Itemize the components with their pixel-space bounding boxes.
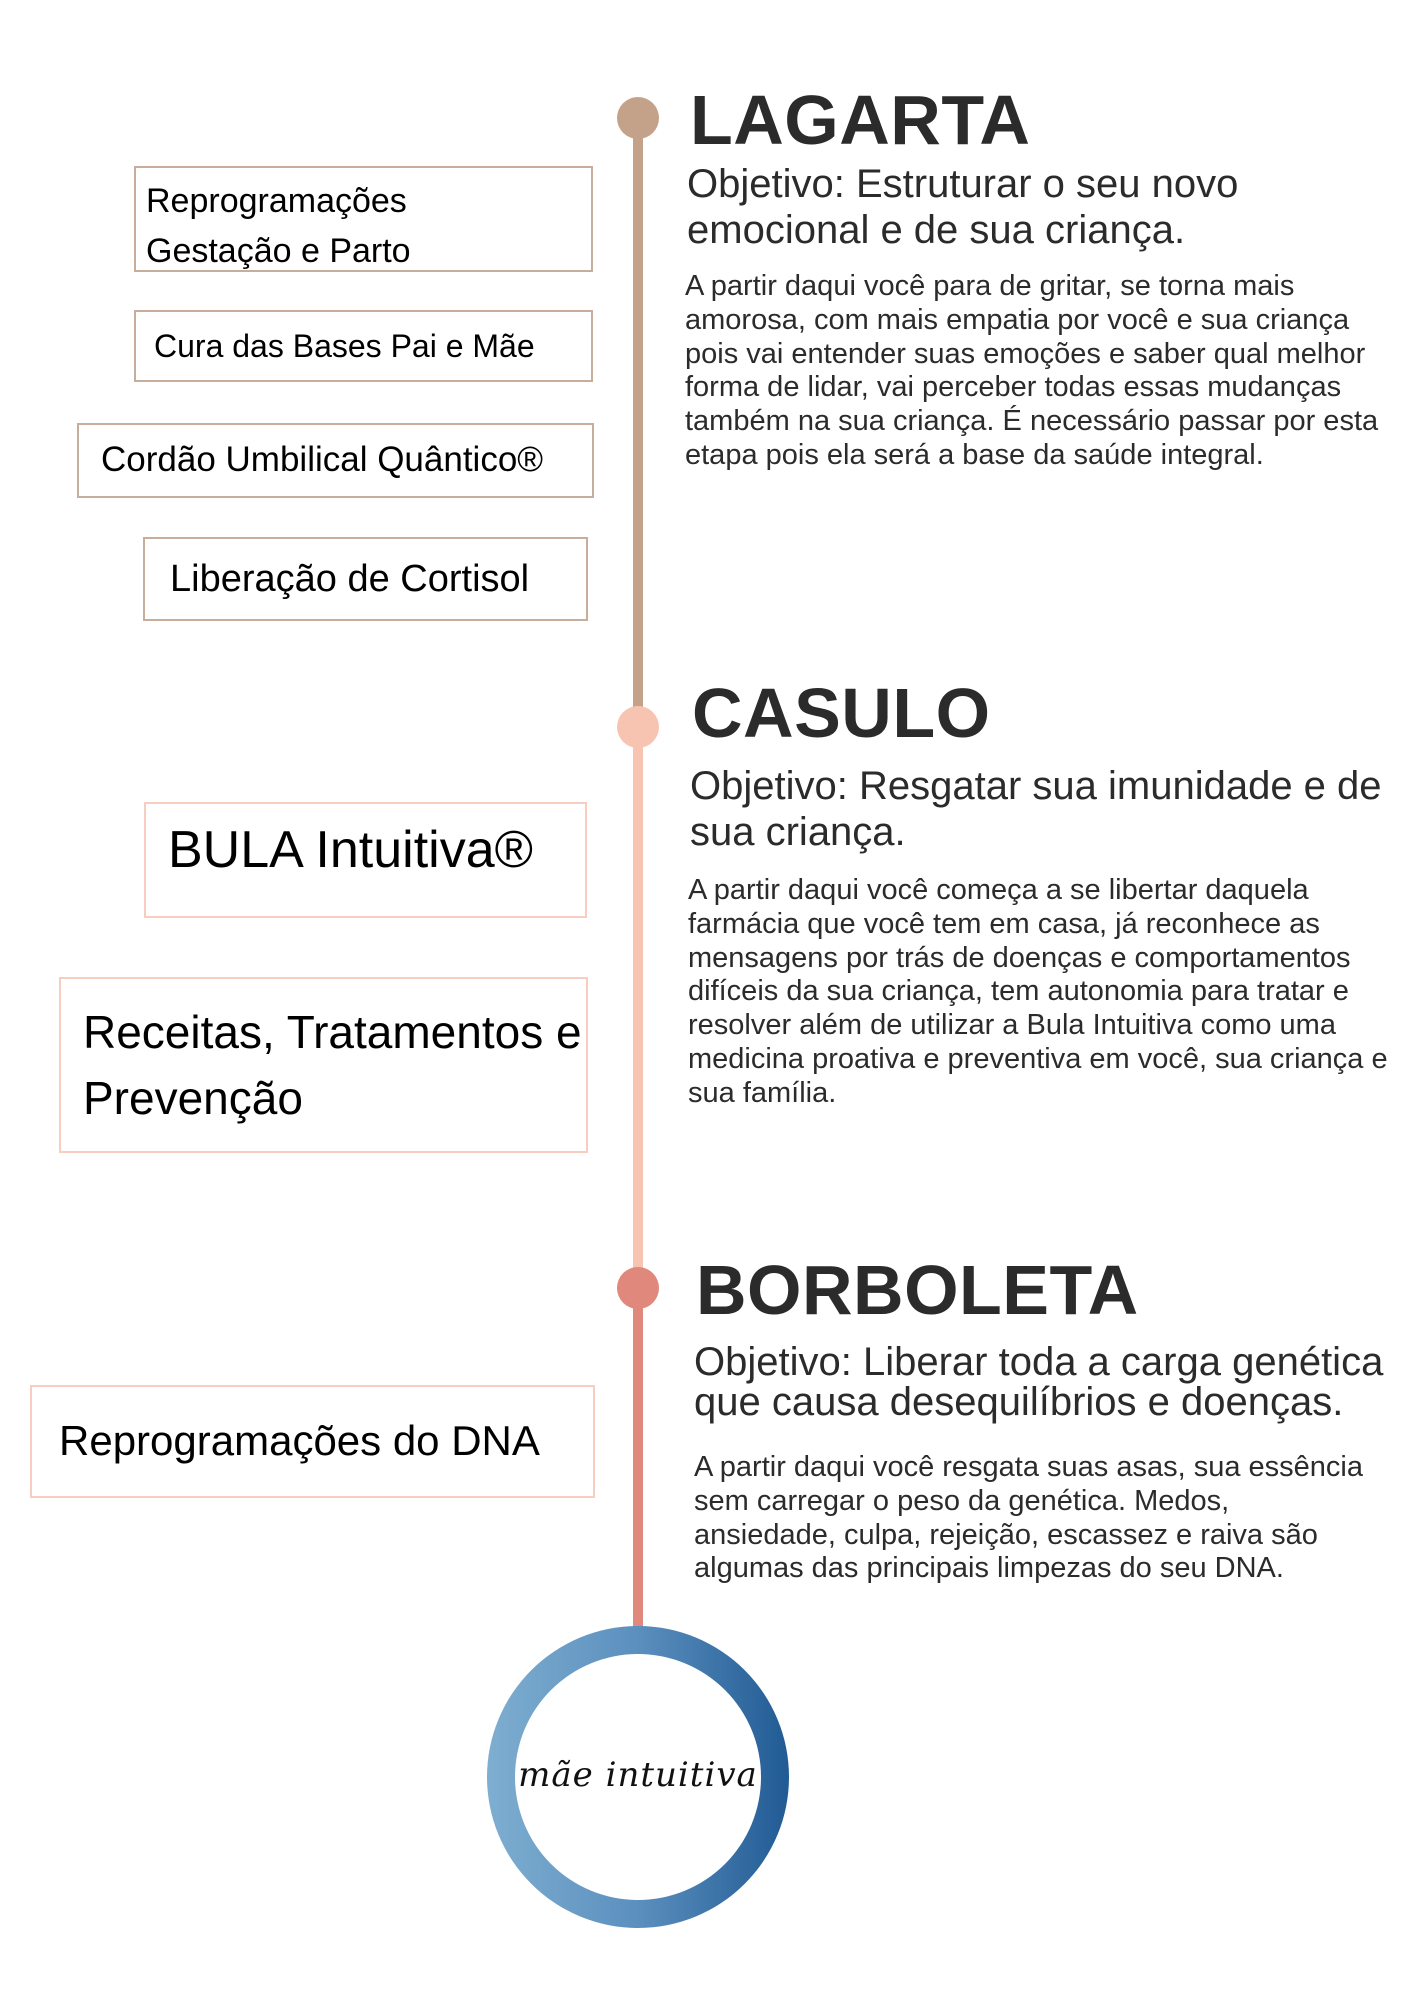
item-label: Reprogramações do DNA [59,1417,540,1464]
timeline-segment-borboleta [633,1288,643,1633]
stage-description: A partir daqui você resgata suas asas, sua essência sem carregar o peso da genética. Medos, ansiedade, culpa, rejeição, escassez e raiva são algumas das principais limpezas do seu DNA. [694,1451,1363,1585]
stage-title: LAGARTA [690,81,1031,159]
logo-inner-circle [515,1654,761,1900]
stage-title: CASULO [692,674,991,752]
logo-text: mãe intuitiva [518,1755,758,1795]
item-label: Receitas, Tratamentos e Prevenção [83,1006,582,1124]
item-label: Cura das Bases Pai e Mãe [154,328,535,364]
item-box [143,537,588,621]
stage-title: BORBOLETA [696,1251,1139,1329]
stage-description: A partir daqui você começa a se libertar daquela farmácia que você tem em casa, já reconhece as mensagens por trás de doenças e comportamentos difíceis da sua criança, tem autonomia para tratar e resolver além de utilizar a Bula Intuitiva como uma medicina proativa e preventiva em você, sua criança e sua família. [688,874,1388,1109]
stage-description: A partir daqui você para de gritar, se torna mais amorosa, com mais empatia por você e sua criança pois vai entender suas emoções e saber qual melhor forma de lidar, vai perceber todas essas mudanças também na sua criança. É necessário passar por esta etapa pois ela será a base da saúde integral. [685,270,1379,471]
item-label: Liberação de Cortisol [170,558,530,600]
stage-objective: Objetivo: Liberar toda a carga genética que causa desequilíbrios e doenças. [694,1340,1384,1424]
item-box [59,977,588,1153]
item-box [134,166,593,272]
item-box [144,802,587,918]
logo [487,1626,789,1928]
item-label: BULA Intuitiva® [168,821,533,879]
item-box [77,423,594,498]
timeline-dot-casulo [617,706,659,748]
timeline-segment-casulo [633,727,643,1289]
timeline-dot-borboleta [617,1267,659,1309]
timeline-segment-lagarta [633,118,643,728]
stage-objective: Objetivo: Resgatar sua imunidade e de sua criança. [690,764,1382,854]
item-box [134,310,593,382]
item-box [30,1385,595,1498]
item-label: Reprogramações Gestação e Parto [146,182,411,270]
item-label: Cordão Umbilical Quântico® [101,440,544,479]
stage-objective: Objetivo: Estruturar o seu novo emocional e de sua criança. [687,162,1239,252]
timeline-dot-lagarta [617,97,659,139]
